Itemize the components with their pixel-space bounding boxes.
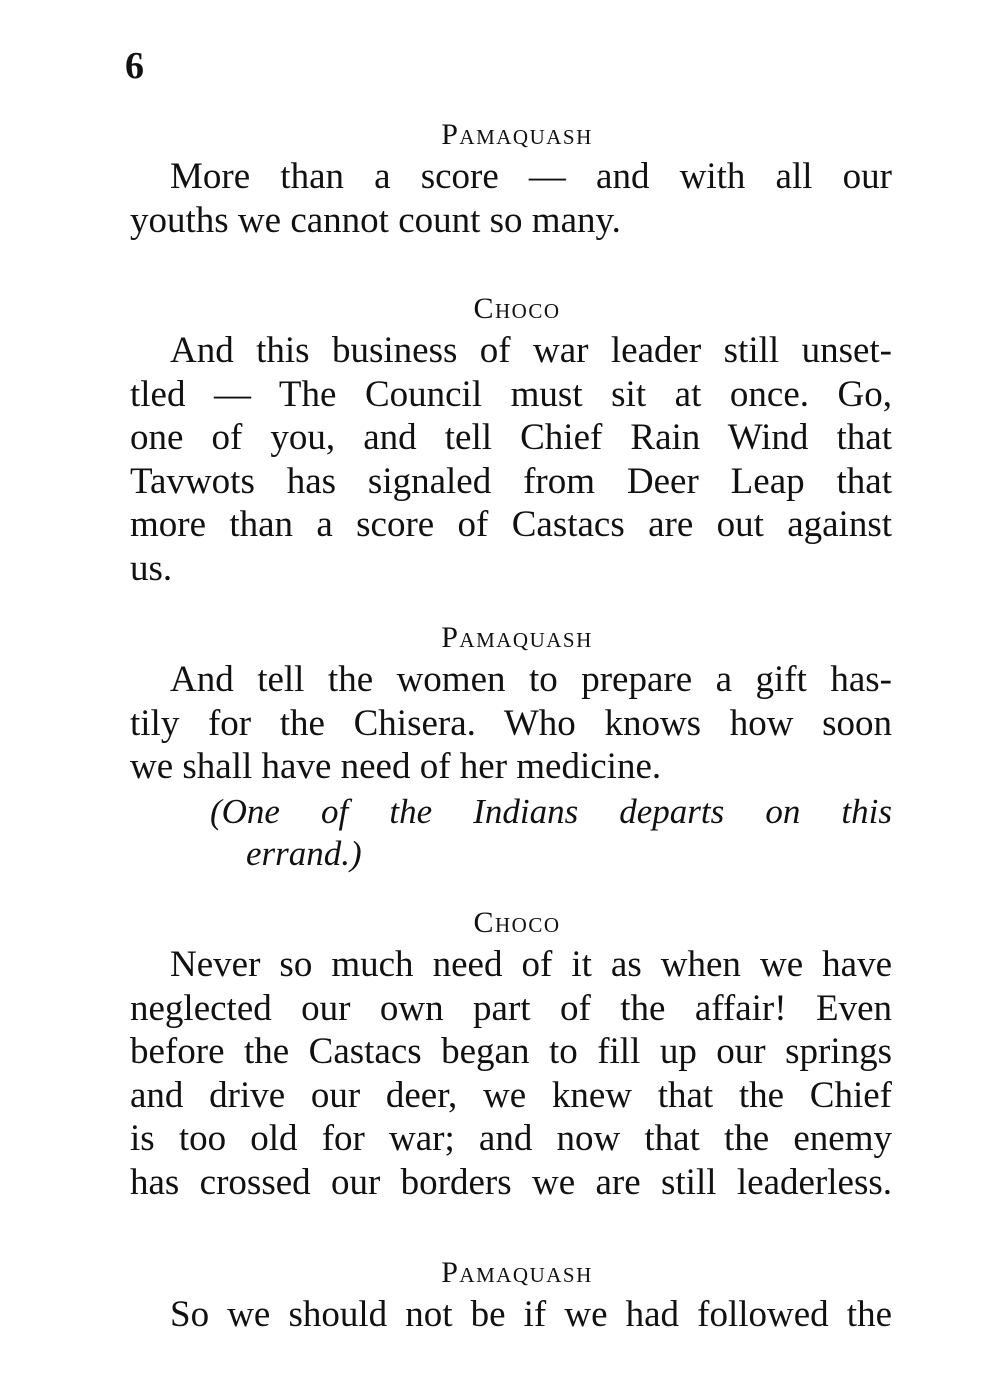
stage-direction (130, 791, 892, 875)
speech-text (130, 943, 892, 1205)
dialogue-block (130, 118, 892, 242)
speech-line: we shall have need of her medicine. (130, 746, 662, 788)
speech-line: Never so much need of it as when we have (170, 944, 892, 985)
speech-text (130, 658, 892, 789)
speech-line: Tavwots has signaled from Deer Leap that (130, 460, 892, 502)
page-number: 6 (125, 45, 144, 87)
speech-line: tily for the Chisera. Who knows how soon (130, 702, 892, 744)
speech-line: us. (130, 547, 173, 589)
speech-line: before the Castacs began to fill up our springs (130, 1031, 892, 1073)
speech-line: And tell the women to prepare a gift has- (170, 659, 892, 700)
speech-line: more than a score of Castacs are out against (130, 504, 892, 546)
stage-direction-line: (One of the Indians departs on this (210, 791, 892, 831)
speaker-name: Choco (473, 292, 561, 325)
speaker-name: Pamaquash (441, 118, 593, 151)
speaker-name: Pamaquash (441, 621, 593, 654)
speech-line: youths we cannot count so many. (130, 199, 621, 241)
speech-line: tled — The Council must sit at once. Go, (130, 373, 892, 415)
speech-line: one of you, and tell Chief Rain Wind that (130, 417, 892, 459)
speech-line: So we should not be if we had followed the (170, 1294, 892, 1335)
speaker-name: Pamaquash (441, 1256, 593, 1289)
speaker-name: Choco (473, 906, 561, 939)
speech-line: neglected our own part of the affair! Even (130, 987, 892, 1029)
speech-line: And this business of war leader still unset- (170, 330, 892, 371)
speech-line: and drive our deer, we knew that the Chief (130, 1074, 892, 1116)
speech-text (130, 155, 892, 242)
dialogue-block (130, 292, 892, 591)
dialogue-block (130, 906, 892, 1205)
speech-text (130, 1293, 892, 1337)
speech-line: More than a score — and with all our (170, 156, 892, 197)
speech-line: is too old for war; and now that the enemy (130, 1118, 892, 1160)
dialogue-block (130, 1256, 892, 1337)
dialogue-block (130, 621, 892, 875)
stage-direction-line: errand.) (246, 833, 362, 873)
speech-text (130, 329, 892, 591)
speech-line: has crossed our borders we are still leaderless. (130, 1161, 892, 1203)
